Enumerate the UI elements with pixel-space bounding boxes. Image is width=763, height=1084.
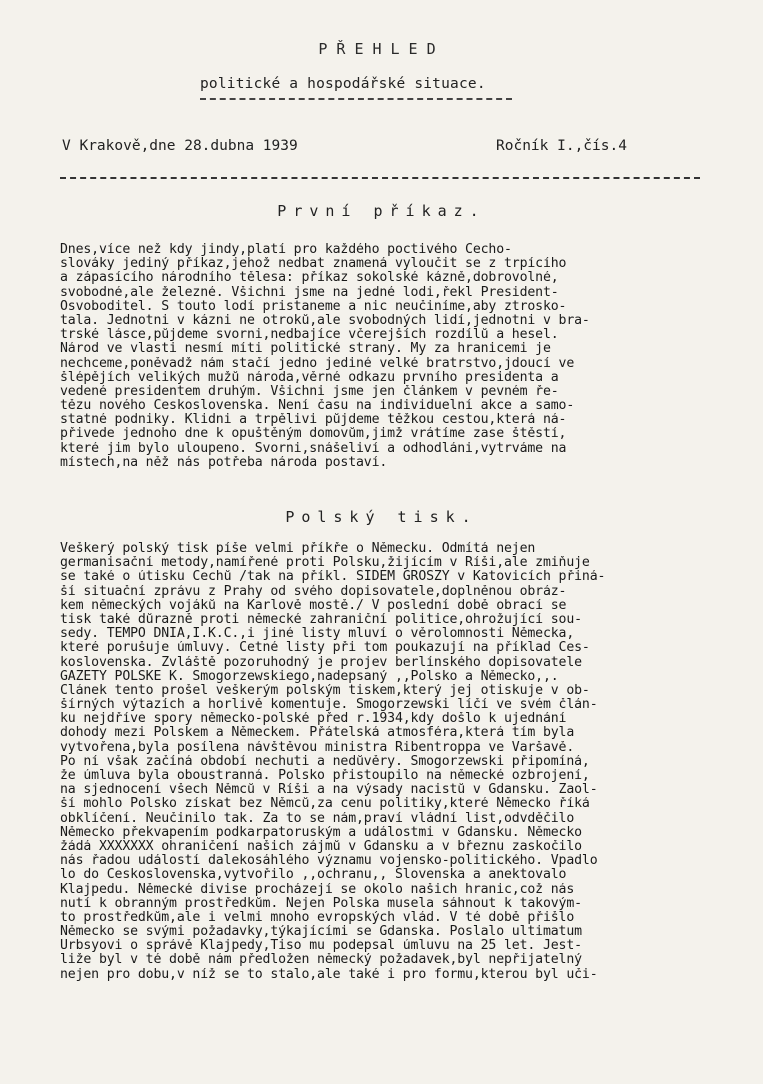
text-line: na sjednocení všech Němců v Říši a na výsady nacistů v Gdansku. Zaol- <box>60 783 598 798</box>
text-line: statné podniky. Klidni a trpělivi půjdeme těžkou cestou,která ná- <box>60 413 567 428</box>
text-line: Německo překvapením podkarpatoruským a událostmi v Gdansku. Německo <box>60 825 582 840</box>
text-line: Německo se svými požadavky,týkajícími se Gdanska. Poslalo ultimatum <box>60 925 582 940</box>
text-line: nutí k obranným prostředkům. Nejen Polska musela sáhnout k takovým- <box>60 896 582 911</box>
section-body-first-order <box>60 243 700 470</box>
text-line: sedy. TEMPO DNIA,I.K.C.,i jiné listy mluví o věrolomnosti Německa, <box>60 627 575 642</box>
text-line: se také o útisku Čechů /tak na příkl. SIDEM GROSZY v Katovicích přiná- <box>60 570 606 585</box>
text-line: to prostředkům,ale i velmi mnoho evropských vlád. V té době přišlo <box>60 910 575 925</box>
subtitle-underline <box>200 98 512 100</box>
text-line: a zápasícího národního tělesa: příkaz sokolské kázně,dobrovolné, <box>60 271 559 286</box>
text-line: ší mohlo Polsko získat bez Němců,za cenu politiky,které Německo říká <box>60 797 590 812</box>
text-line: svobodné,ale železné. Všichni jsme na jedné lodi,řekl President- <box>60 285 559 300</box>
issue-number: Ročník I.,čís.4 <box>496 138 627 154</box>
text-line: GAZETY POLSKÉ K. Smogorzewskiego,nadepsaný ,,Polsko a Německo,,. <box>60 669 559 684</box>
text-line: nechceme,poněvadž nám stačí jedno jediné velké bratrstvo,jdoucí ve <box>60 356 575 371</box>
section-body-polish-press <box>60 542 700 982</box>
text-line: lo do Československa,vytvořilo ,,ochranu,, Slovenska a anektovalo <box>60 868 567 883</box>
text-line: nás řadou událostí dalekosáhlého významu vojensko-politického. Vpadlo <box>60 854 598 869</box>
text-line: Dnes,více než kdy jindy,platí pro každého poctivého Čecho- <box>60 243 512 257</box>
text-line: vedené presidentem druhým. Všichni jsme jen článkem v pevném ře- <box>60 384 559 399</box>
place-date: V Krakově,dne 28.dubna 1939 <box>62 138 298 154</box>
text-line: kem německých vojáků na Karlově mostě./ V poslední době obrací se <box>60 598 567 613</box>
text-line: ku nejdříve spory německo-polské před r.1934,kdy došlo k ujednání <box>60 712 567 727</box>
text-line: žádá XXXXXXX ohraničení našich zájmů v Gdansku a v březnu zaskočilo <box>60 839 582 854</box>
text-line: Po ní však začíná období nechuti a nedůvěry. Smogorzewski připomíná, <box>60 754 590 769</box>
header-divider <box>60 177 700 179</box>
section-heading-polish-press: Polský tisk. <box>285 508 478 526</box>
text-line: nejen pro dobu,v níž se to stalo,ale také i pro formu,kterou byl uči- <box>60 967 598 982</box>
text-line: místech,na něž nás potřeba národa postaví. <box>60 455 388 470</box>
text-line: že úmluva byla oboustranná. Polsko přistoupilo na německé ozbrojení, <box>60 769 590 783</box>
text-line: šlépějích velikých mužů národa,věrné odkazu prvního presidenta a <box>60 370 559 385</box>
text-line: germanisační metody,namířené proti Polsku,žijícím v Říši,ale zmiňuje <box>60 556 590 571</box>
text-line: vytvořena,byla posílena návštěvou ministra Ribentroppa ve Varšavě. <box>60 740 575 755</box>
text-line: šírných výtazích a horlivě komentuje. Smogorzewski líčí ve svém člán- <box>60 698 598 713</box>
page-title: PŘEHLED <box>318 40 445 58</box>
text-line: Veškerý polský tisk píše velmi příkře o Německu. Odmítá nejen <box>60 542 536 556</box>
text-line: které porušuje úmluvy. Četné listy při tom poukazují na příklad Čes- <box>60 641 590 656</box>
text-line: tisk také důrazně proti německé zahraniční politice,ohrožující sou- <box>60 612 582 627</box>
text-line: obklíčení. Neučinilo tak. Za to se nám,praví vládní list,odvděčilo <box>60 811 575 826</box>
text-line: dohody mezi Polskem a Německem. Přátelská atmosféra,která tím byla <box>60 726 575 741</box>
text-line: tězu nového Československa. Není času na individuelní akce a samo- <box>60 399 575 414</box>
text-line: koslovenska. Zvláště pozoruhodný je projev berlínského dopisovatele <box>60 655 582 670</box>
text-line: ší situační zprávu z Prahy od svého dopisovatele,doplněnou obráz- <box>60 584 567 599</box>
text-line: tala. Jednotni v kázni ne otroků,ale svobodných lidí,jednotni v bra- <box>60 313 590 328</box>
text-line: přivede jednoho dne k opuštěným domovům,jimž vrátíme zase štěstí, <box>60 427 567 442</box>
text-line: trské lásce,půjdeme svorni,nedbajíce včerejších rozdílů a hesel. <box>60 328 559 343</box>
text-line: Klajpedu. Německé divise procházejí se okolo našich hranic,což nás <box>60 882 575 897</box>
text-line: Osvoboditel. S touto lodí pristaneme a nic neučiníme,aby ztrosko- <box>60 299 567 314</box>
text-line: slováky jediný příkaz,jehož nedbat znamená vyloučit se z trpícího <box>60 257 567 272</box>
text-line: které jim bylo uloupeno. Svorni,snášeliví a odhodláni,vytrváme na <box>60 441 567 456</box>
issue-meta-row <box>62 138 662 158</box>
text-line: liže byl v té době nám předložen německý požadavek,byl nepřijatelný <box>60 953 582 968</box>
page-subtitle: politické a hospodářské situace. <box>200 76 486 92</box>
text-line: Článek tento prošel veškerým polským tiskem,který jej otiskuje v ob- <box>60 683 590 698</box>
text-line: Národ ve vlasti nesmí míti politické strany. My za hranicemi je <box>60 342 551 357</box>
text-line: Urbsyovi o správě Klajpedy,Tiso mu podepsal úmluvu na 25 let. Jest- <box>60 939 582 954</box>
section-heading-first-order: První příkaz. <box>277 202 486 220</box>
